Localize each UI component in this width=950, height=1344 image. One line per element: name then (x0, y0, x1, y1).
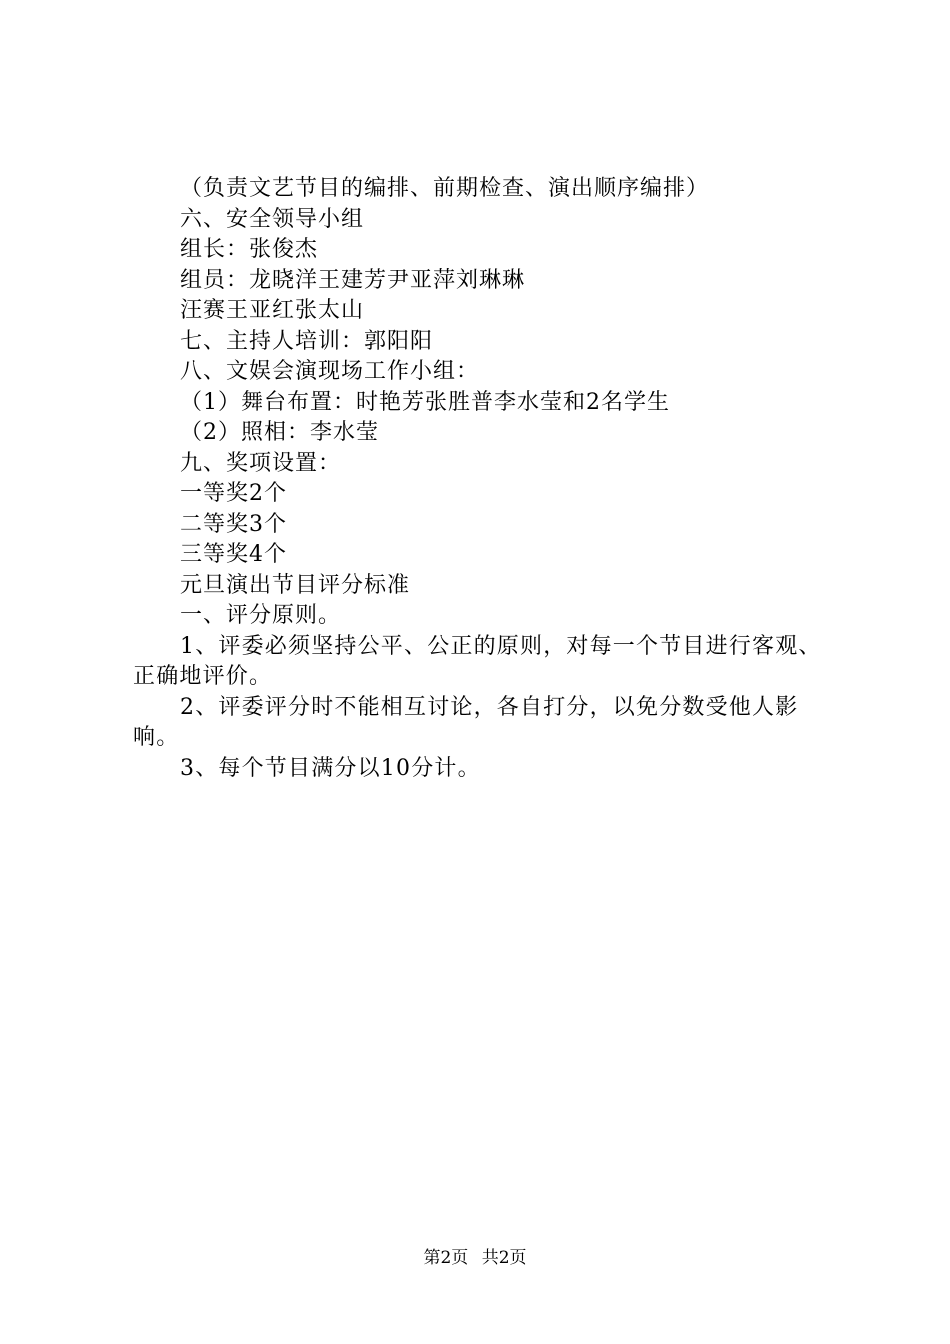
text-line: 组长：张俊杰 (180, 237, 319, 262)
page-number: 第2页 (423, 1248, 469, 1268)
section-heading: 九、奖项设置： (180, 450, 342, 476)
paragraph: 1、评委必须坚持公平、公正的原则，对每一个节目进行客观、正确地评价。 (133, 633, 822, 689)
text-line: （1）舞台布置：时艳芳张胜普李水莹和2名学生 (180, 389, 670, 415)
text-line: 二等奖3个 (180, 511, 287, 537)
text-line: （负责文艺节目的编排、前期检查、演出顺序编排） (180, 176, 710, 201)
text-line: 汪赛王亚红张太山 (180, 298, 365, 323)
document-body (133, 174, 833, 784)
paragraph: 3、每个节目满分以10分计。 (180, 755, 481, 781)
section-heading: 七、主持人培训：郭阳阳 (180, 328, 434, 354)
text-line: （2）照相：李水莹 (180, 420, 379, 445)
section-heading: 六、安全领导小组 (180, 206, 365, 232)
page-footer (0, 1243, 950, 1268)
text-line: 三等奖4个 (180, 542, 287, 567)
document-subtitle: 元旦演出节目评分标准 (180, 572, 411, 598)
paragraph: 2、评委评分时不能相互讨论，各自打分，以免分数受他人影响。 (133, 694, 799, 750)
section-heading: 一、评分原则。 (180, 603, 342, 628)
page-total: 共2页 (481, 1248, 527, 1268)
section-heading: 八、文娱会演现场工作小组： (180, 359, 480, 384)
text-line: 组员：龙晓洋王建芳尹亚萍刘琳琳 (180, 267, 526, 293)
text-line: 一等奖2个 (180, 481, 287, 506)
